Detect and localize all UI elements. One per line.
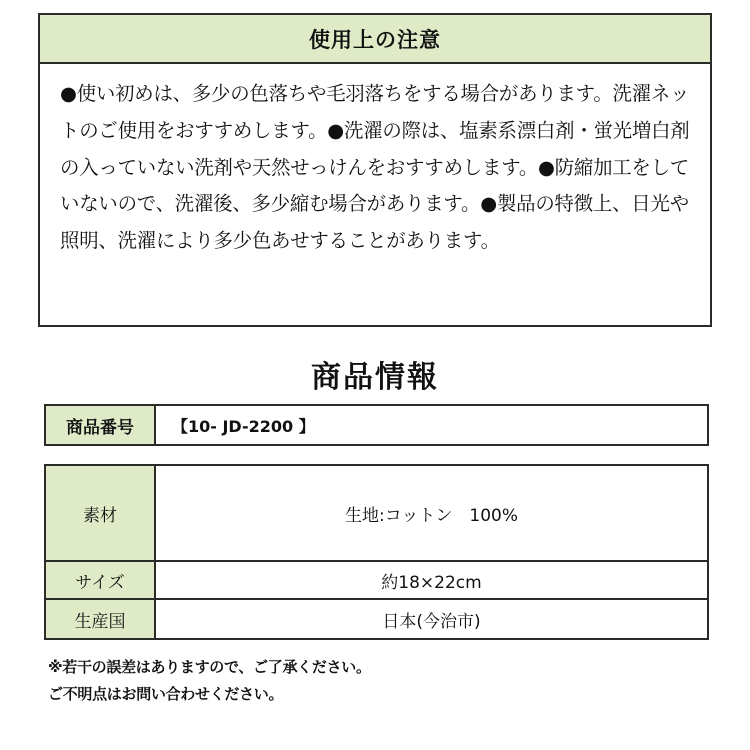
notes (48, 654, 371, 708)
product-spec-table (44, 464, 709, 640)
table-row (45, 599, 708, 639)
note-line-tolerance: ※若干の誤差はありますので、ご了承ください。 (48, 658, 371, 676)
origin-label: 生産国 (45, 599, 155, 639)
material-value: 生地:コットン 100% (155, 465, 708, 561)
usage-caution-box (38, 13, 712, 327)
product-number-table (44, 404, 709, 446)
caution-text: ●使い初めは、多少の色落ちや毛羽落ちをする場合があります。洗濯ネットのご使用をおすすめします。●洗濯の際は、塩素系漂白剤・蛍光増白剤の入っていない洗剤や天然せっけんをおすすめします。●防縮加工をしていないので、洗濯後、多少縮む場合があります。●製品の特徴上、日光や照明、洗濯により多少色あせすることがあります。 (60, 82, 690, 253)
table-row (45, 465, 708, 561)
product-number-value: 【10- JD-2200 】 (155, 405, 708, 445)
product-info-title: 商品情報 (311, 360, 439, 395)
size-label: サイズ (45, 561, 155, 599)
material-label: 素材 (45, 465, 155, 561)
note-line-contact: ご不明点はお問い合わせください。 (48, 685, 284, 703)
table-row (45, 561, 708, 599)
caution-title: 使用上の注意 (40, 15, 710, 64)
product-number-label: 商品番号 (45, 405, 155, 445)
origin-value: 日本(今治市) (155, 599, 708, 639)
table-row (45, 405, 708, 445)
size-value: 約18×22cm (155, 561, 708, 599)
